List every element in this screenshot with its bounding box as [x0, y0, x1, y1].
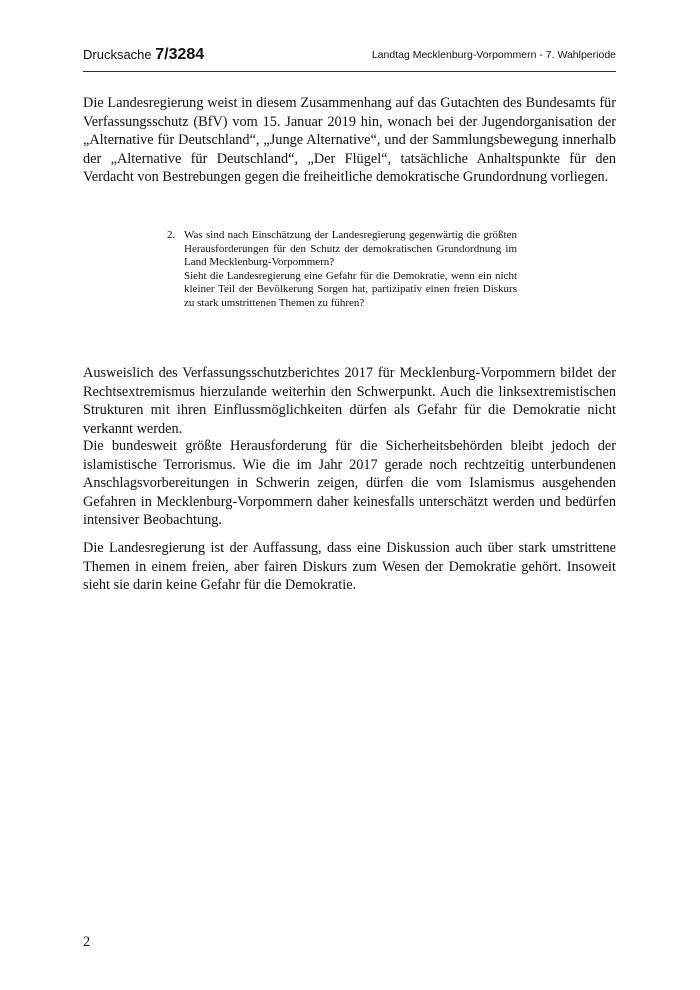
parliament-period: Landtag Mecklenburg-Vorpommern - 7. Wahlperiode — [371, 49, 616, 61]
answer-paragraph-3: Die bundesweit größte Herausforderung für die Sicherheitsbehörden bleibt jedoch der islamistische Terrorismus. Wie die im Jahr 2017 gerade noch rechtzeitig unterbundenen Anschlagsvorbereitungen in Schwerin zeigen, dürfen die vom Islamismus ausgehenden Gefahren in Mecklenburg-Vorpommern daher keinesfalls unterschätzt werden und bedürfen intensiver Beobachtung. — [83, 438, 616, 528]
answer-paragraph-2: Ausweislich des Verfassungsschutzberichtes 2017 für Mecklenburg-Vorpommern bildet der Rechtsextremismus hierzulande weiterhin den Schwerpunkt. Auch die linksextremistischen Strukturen mit ihren Einflussmöglichkeiten dürfen als Gefahr für die Demokratie nicht verkannt werden. — [83, 365, 616, 437]
question-block — [167, 229, 517, 311]
answer-paragraph-4: Die Landesregierung ist der Auffassung, dass eine Diskussion auch über stark umstrittene Themen in einem freien, aber fairen Diskurs zum Wesen der Demokratie gehört. Insoweit sieht sie darin keine Gefahr für die Demokratie. — [83, 540, 616, 593]
answer-paragraph-1: Die Landesregierung weist in diesem Zusammenhang auf das Gutachten des Bundesamts für Verfassungsschutz (BfV) vom 15. Januar 2019 hin, wonach bei der Jugendorganisation der „Alternative für Deutschland“, „Junge Alternative“, und der Sammlungsbewegung innerhalb der „Alternative für Deutschland“, „Der Flügel“, tatsächliche Anhaltspunkte für den Verdacht von Bestrebungen gegen die freiheitliche demokratische Grundordnung vorliegen. — [83, 95, 616, 185]
document-label: Drucksache — [83, 47, 152, 62]
header-divider — [83, 71, 616, 72]
question-text-2: Sieht die Landesregierung eine Gefahr für die Demokratie, wenn ein nicht kleiner Teil der Bevölkerung Sorgen hat, partizipativ einen freien Diskurs zu stark umstrittenen Themen zu führen? — [184, 269, 517, 309]
page-header — [83, 40, 616, 70]
question-text-1: Was sind nach Einschätzung der Landesregierung gegenwärtig die größten Herausforderungen für den Schutz der demokratischen Grundordnung im Land Mecklenburg-Vorpommern? — [184, 229, 517, 269]
document-id — [83, 46, 204, 64]
page-number: 2 — [83, 934, 91, 950]
question-number: 2. — [167, 229, 176, 241]
document-number: 7/3284 — [155, 46, 205, 63]
